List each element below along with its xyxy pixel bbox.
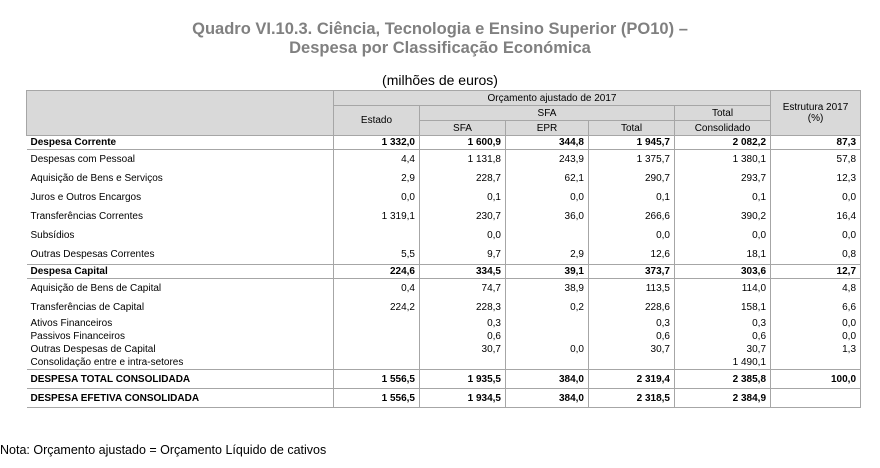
cell-estr: 12,7	[771, 265, 861, 279]
cell-epr: 0,0	[506, 188, 589, 207]
cell-estado: 224,2	[334, 298, 420, 317]
cell-epr: 0,2	[506, 298, 589, 317]
cell-estr	[771, 356, 861, 370]
table-row	[27, 207, 861, 226]
cell-estr: 12,3	[771, 169, 861, 188]
table-row	[27, 317, 861, 330]
row-label: Aquisição de Bens e Serviços	[30, 173, 163, 184]
table-row	[27, 343, 861, 356]
header-blank	[27, 91, 334, 136]
cell-sfa: 30,7	[420, 343, 506, 356]
cell-sfa: 0,0	[420, 226, 506, 245]
cell-sfa: 9,7	[420, 245, 506, 265]
row-label: Despesa Capital	[27, 265, 334, 279]
cell-epr: 384,0	[506, 389, 589, 408]
header-sfa-group: SFA	[420, 106, 675, 121]
header-total-consolidado-line2: Consolidado	[675, 121, 771, 136]
cell-estado: 224,6	[334, 265, 420, 279]
cell-sfa: 74,7	[420, 279, 506, 299]
cell-epr: 384,0	[506, 370, 589, 389]
row-label: Subsídios	[30, 230, 75, 241]
cell-total: 113,5	[589, 279, 675, 299]
cell-estr	[771, 389, 861, 408]
cell-total: 0,6	[589, 330, 675, 343]
row-label: DESPESA TOTAL CONSOLIDADA	[27, 370, 334, 389]
cell-sfa	[420, 356, 506, 370]
footnote: Nota: Orçamento ajustado = Orçamento Líquido de cativos	[0, 443, 327, 457]
row-label: Juros e Outros Encargos	[30, 192, 142, 203]
header-estrutura-line2: (%)	[807, 113, 824, 124]
table-row	[27, 330, 861, 343]
cell-total	[589, 356, 675, 370]
cell-estr: 16,4	[771, 207, 861, 226]
cell-consol: 293,7	[675, 169, 771, 188]
cell-sfa: 0,1	[420, 188, 506, 207]
row-label: Transferências de Capital	[30, 302, 145, 313]
table-row	[27, 188, 861, 207]
cell-consol: 0,6	[675, 330, 771, 343]
cell-total: 266,6	[589, 207, 675, 226]
cell-estado: 5,5	[334, 245, 420, 265]
cell-total: 0,3	[589, 317, 675, 330]
cell-estr: 0,0	[771, 317, 861, 330]
cell-sfa: 334,5	[420, 265, 506, 279]
cell-total: 0,1	[589, 188, 675, 207]
table-row	[27, 279, 861, 299]
cell-estr: 100,0	[771, 370, 861, 389]
cell-estr: 4,8	[771, 279, 861, 299]
cell-epr: 344,8	[506, 136, 589, 150]
row-label: DESPESA EFETIVA CONSOLIDADA	[27, 389, 334, 408]
cell-sfa: 228,7	[420, 169, 506, 188]
table-row	[27, 356, 861, 370]
header-total-consolidado-line1: Total	[675, 106, 771, 121]
cell-estr: 0,0	[771, 188, 861, 207]
cell-consol: 30,7	[675, 343, 771, 356]
cell-total: 228,6	[589, 298, 675, 317]
table-row	[27, 169, 861, 188]
table-row	[27, 298, 861, 317]
cell-epr: 2,9	[506, 245, 589, 265]
cell-estado	[334, 330, 420, 343]
cell-estado: 0,4	[334, 279, 420, 299]
cell-sfa: 1 935,5	[420, 370, 506, 389]
cell-consol: 390,2	[675, 207, 771, 226]
table-row	[27, 136, 861, 150]
header-total: Total	[589, 121, 675, 136]
cell-consol: 2 385,8	[675, 370, 771, 389]
cell-consol: 0,3	[675, 317, 771, 330]
cell-estado	[334, 226, 420, 245]
expense-table	[26, 90, 861, 408]
table-row	[27, 245, 861, 265]
cell-sfa: 0,3	[420, 317, 506, 330]
cell-consol: 158,1	[675, 298, 771, 317]
title-line-1: Quadro VI.10.3. Ciência, Tecnologia e Ensino Superior (PO10) –	[192, 20, 688, 38]
row-label: Transferências Correntes	[30, 211, 143, 222]
row-label: Consolidação entre e intra-setores	[30, 357, 184, 368]
cell-estado	[334, 317, 420, 330]
cell-epr	[506, 226, 589, 245]
row-label: Outras Despesas Correntes	[30, 249, 155, 260]
cell-total: 30,7	[589, 343, 675, 356]
cell-estr: 57,8	[771, 150, 861, 170]
cell-total: 2 319,4	[589, 370, 675, 389]
cell-estado: 0,0	[334, 188, 420, 207]
cell-estr: 0,0	[771, 226, 861, 245]
header-row-1	[27, 91, 861, 106]
cell-epr: 0,0	[506, 343, 589, 356]
cell-epr	[506, 356, 589, 370]
cell-estado	[334, 343, 420, 356]
cell-sfa: 230,7	[420, 207, 506, 226]
cell-epr: 39,1	[506, 265, 589, 279]
cell-epr: 38,9	[506, 279, 589, 299]
cell-epr	[506, 317, 589, 330]
title-line-2: Despesa por Classificação Económica	[289, 39, 591, 57]
cell-estr: 0,8	[771, 245, 861, 265]
cell-consol: 2 082,2	[675, 136, 771, 150]
cell-estr: 87,3	[771, 136, 861, 150]
table-row	[27, 150, 861, 170]
table-body	[27, 136, 861, 408]
row-label: Aquisição de Bens de Capital	[30, 283, 162, 294]
cell-total: 2 318,5	[589, 389, 675, 408]
cell-sfa: 1 600,9	[420, 136, 506, 150]
cell-estado: 1 556,5	[334, 389, 420, 408]
cell-estr: 0,0	[771, 330, 861, 343]
cell-consol: 2 384,9	[675, 389, 771, 408]
table-row	[27, 226, 861, 245]
cell-total: 0,0	[589, 226, 675, 245]
header-estrutura-line1: Estrutura 2017	[782, 102, 849, 113]
cell-total: 12,6	[589, 245, 675, 265]
table-title	[0, 20, 880, 58]
cell-estr: 1,3	[771, 343, 861, 356]
cell-total: 290,7	[589, 169, 675, 188]
row-label: Ativos Financeiros	[30, 318, 113, 329]
header-sfa: SFA	[420, 121, 506, 136]
cell-estr: 6,6	[771, 298, 861, 317]
cell-estado: 1 332,0	[334, 136, 420, 150]
table-row	[27, 370, 861, 389]
header-estrutura	[771, 91, 861, 136]
row-label: Outras Despesas de Capital	[30, 344, 156, 355]
cell-consol: 303,6	[675, 265, 771, 279]
row-label: Despesa Corrente	[27, 136, 334, 150]
table-row	[27, 265, 861, 279]
cell-sfa: 1 934,5	[420, 389, 506, 408]
cell-epr: 62,1	[506, 169, 589, 188]
header-estado: Estado	[334, 106, 420, 136]
cell-sfa: 0,6	[420, 330, 506, 343]
header-budget: Orçamento ajustado de 2017	[334, 91, 771, 106]
header-epr: EPR	[506, 121, 589, 136]
row-label: Passivos Financeiros	[30, 331, 125, 342]
cell-estado: 1 319,1	[334, 207, 420, 226]
cell-consol: 0,1	[675, 188, 771, 207]
cell-estado	[334, 356, 420, 370]
cell-sfa: 228,3	[420, 298, 506, 317]
cell-estado: 2,9	[334, 169, 420, 188]
cell-epr	[506, 330, 589, 343]
cell-total: 1 945,7	[589, 136, 675, 150]
cell-sfa: 1 131,8	[420, 150, 506, 170]
cell-consol: 18,1	[675, 245, 771, 265]
table-row	[27, 389, 861, 408]
units-caption: (milhões de euros)	[382, 72, 498, 88]
cell-consol: 1 380,1	[675, 150, 771, 170]
row-label: Despesas com Pessoal	[30, 154, 135, 165]
cell-consol: 114,0	[675, 279, 771, 299]
cell-consol: 1 490,1	[675, 356, 771, 370]
cell-epr: 243,9	[506, 150, 589, 170]
cell-estado: 4,4	[334, 150, 420, 170]
cell-total: 373,7	[589, 265, 675, 279]
cell-estado: 1 556,5	[334, 370, 420, 389]
cell-epr: 36,0	[506, 207, 589, 226]
cell-consol: 0,0	[675, 226, 771, 245]
cell-total: 1 375,7	[589, 150, 675, 170]
